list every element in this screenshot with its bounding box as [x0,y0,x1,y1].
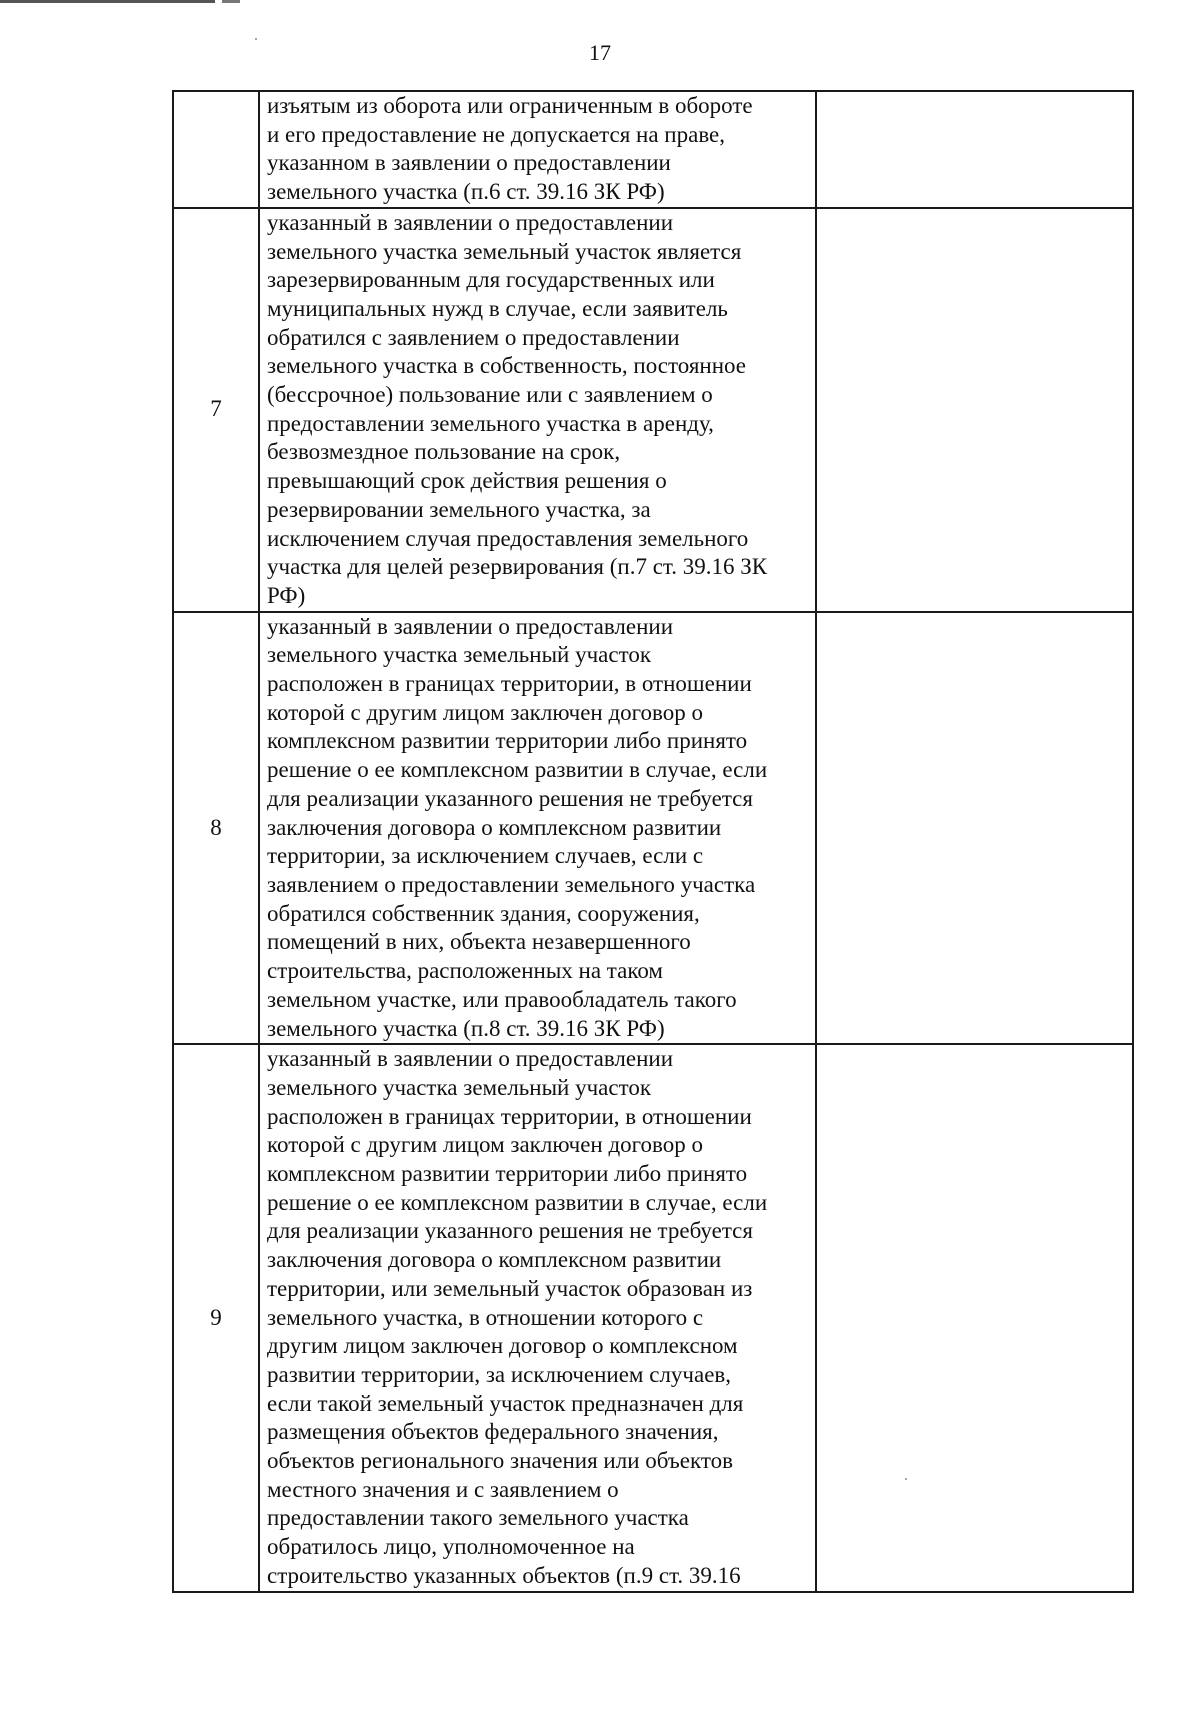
row-number-cell: 8 [173,612,259,1045]
grounds-table [172,90,1134,1593]
scan-speck [255,38,257,40]
table-row [173,91,1133,208]
scan-edge-mark [0,0,215,3]
scan-speck [905,1478,907,1480]
table-row [173,208,1133,612]
table-row [173,1044,1133,1591]
row-number-cell: 7 [173,208,259,612]
note-cell [816,91,1133,208]
ground-text-cell: указанный в заявлении о предоставлении земельного участка земельный участок расположен в границах территории, в отношении которой с другим лицом заключен договор о комплексном развитии территории либо принято решение о ее комплексном развитии в случае, если для реализации указанного решения не требуется заключения договора о комплексном развитии территории, или земельный участок образован из земельного участка, в отношении которого с другим лицом заключен договор о комплексном развитии территории, за исключением случаев, если такой земельный участок предназначен для размещения объектов федерального значения, объектов регионального значения или объектов местного значения и с заявлением о предоставлении такого земельного участка обратилось лицо, уполномоченное на строительство указанных объектов (п.9 ст. 39.16 [259,1044,816,1591]
table-row [173,612,1133,1045]
note-cell [816,612,1133,1045]
scan-edge-mark [222,0,240,3]
note-cell [816,1044,1133,1591]
ground-text-cell: указанный в заявлении о предоставлении земельного участка земельный участок является зарезервированным для государственных или муниципальных нужд в случае, если заявитель обратился с заявлением о предоставлении земельного участка в собственность, постоянное (бессрочное) пользование или с заявлением о предоставлении земельного участка в аренду, безвозмездное пользование на срок, превышающий срок действия решения о резервировании земельного участка, за исключением случая предоставления земельного участка для целей резервирования (п.7 ст. 39.16 ЗК РФ) [259,208,816,612]
row-number-cell [173,91,259,208]
page-number: 17 [589,40,611,65]
note-cell [816,208,1133,612]
ground-text-cell: изъятым из оборота или ограниченным в обороте и его предоставление не допускается на праве, указанном в заявлении о предоставлении земельного участка (п.6 ст. 39.16 ЗК РФ) [259,91,816,208]
row-number-cell: 9 [173,1044,259,1591]
ground-text-cell: указанный в заявлении о предоставлении земельного участка земельный участок расположен в границах территории, в отношении которой с другим лицом заключен договор о комплексном развитии территории либо принято решение о ее комплексном развитии в случае, если для реализации указанного решения не требуется заключения договора о комплексном развитии территории, за исключением случаев, если с заявлением о предоставлении земельного участка обратился собственник здания, сооружения, помещений в них, объекта незавершенного строительства, расположенных на таком земельном участке, или правообладатель такого земельного участка (п.8 ст. 39.16 ЗК РФ) [259,612,816,1045]
